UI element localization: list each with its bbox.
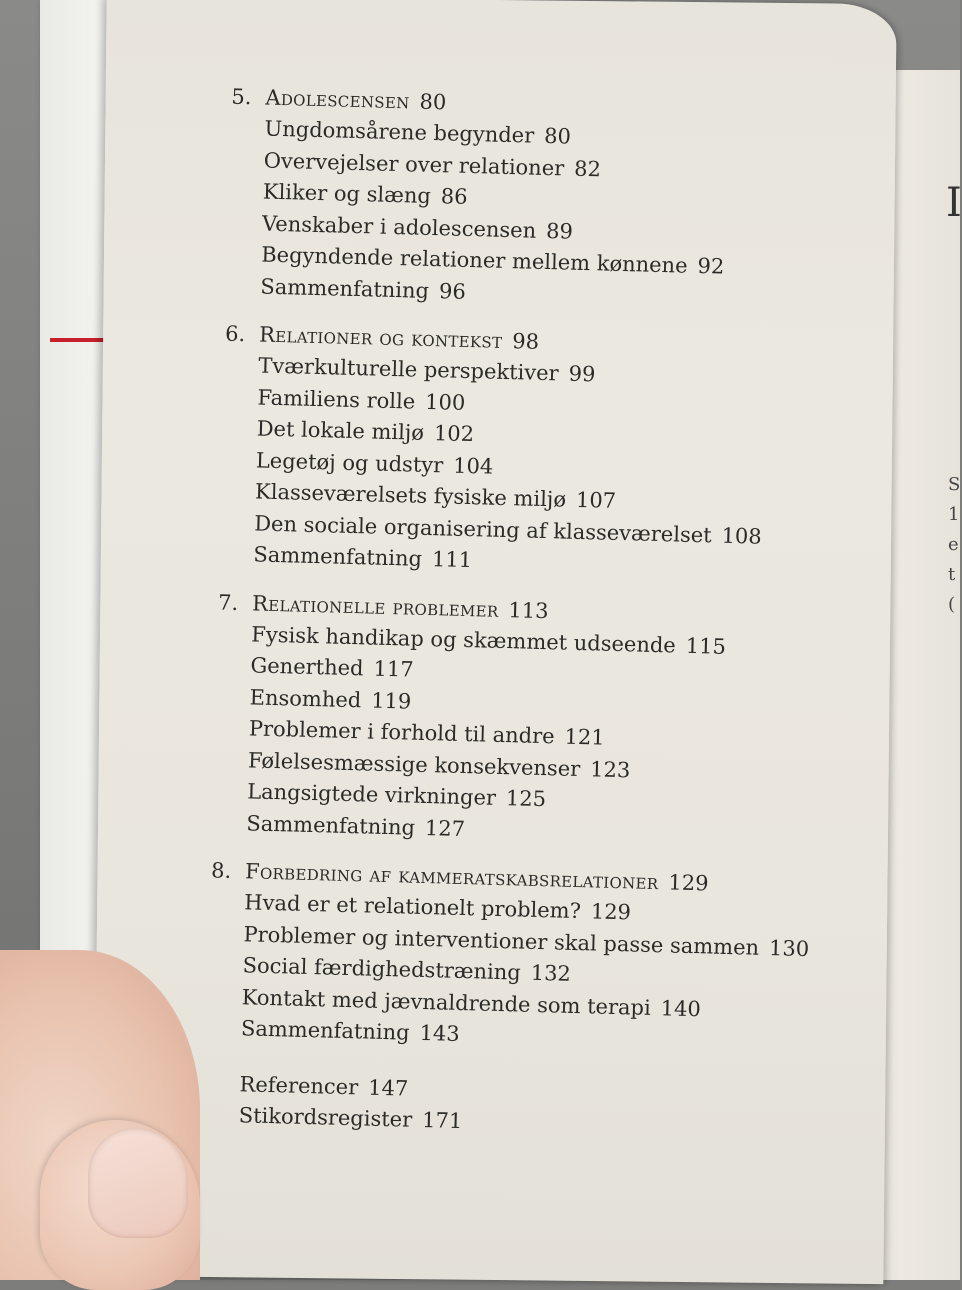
- chapter-number: 5.: [231, 84, 252, 110]
- toc-entry-page: 111: [431, 547, 473, 573]
- toc-entry-page: 100: [424, 389, 466, 415]
- toc-entry-page: 132: [530, 960, 572, 986]
- toc-entry-label: Sammenfatning: [240, 1016, 410, 1045]
- chapter-title: Forbedring af kammeratskabsrelationer: [244, 859, 659, 895]
- chapter-section: [224, 318, 859, 586]
- chapter-title: Relationelle problemer: [251, 590, 499, 622]
- chapter-section: [217, 587, 852, 855]
- toc-entry-label: Sammenfatning: [253, 542, 423, 571]
- toc-entry-page: 89: [545, 218, 574, 244]
- chapter-page-number: 129: [668, 870, 709, 896]
- toc-entry-page: 102: [433, 421, 475, 447]
- toc-entry-page: 96: [438, 278, 467, 304]
- toc-entry-page: 119: [370, 688, 412, 714]
- chapter-page-number: 80: [419, 89, 447, 115]
- chapter-title: Relationer og kontekst: [258, 322, 503, 353]
- toc-entry-page: 86: [440, 184, 468, 209]
- toc-entry-label: Generthed: [250, 653, 364, 681]
- toc-entry-label: Ensomhed: [249, 684, 362, 712]
- chapter-number: 6.: [224, 321, 246, 347]
- toc-entry-page: 125: [505, 786, 547, 812]
- toc-entry-label: Sammenfatning: [260, 274, 430, 303]
- toc-entry-page: 107: [575, 487, 617, 513]
- toc-entry-label: Fysisk handikap og skæmmet udseende: [251, 621, 677, 657]
- toc-entry-label: Følelsesmæssige konsekvenser: [247, 747, 581, 781]
- toc-entry-label: Den sociale organisering af klasseværelset: [253, 510, 712, 547]
- chapter-title: Adolescensen: [265, 85, 410, 114]
- toc-entry-label: Social færdighedstræning: [242, 953, 522, 985]
- toc-entry-label: Legetøj og udstyr: [255, 447, 444, 477]
- toc-entry-page: 92: [697, 253, 725, 279]
- back-matter-label: Referencer: [239, 1071, 359, 1099]
- facing-page-text-fragment: S 1 e t (: [948, 474, 961, 615]
- chapter-page-number: 98: [512, 329, 540, 354]
- chapter-section: [231, 82, 866, 319]
- chapter-section: [210, 855, 846, 1060]
- facing-page-title-fragment: I: [946, 180, 962, 226]
- toc-entry-page: 108: [721, 523, 763, 549]
- chapter-number: 7.: [217, 590, 239, 615]
- toc-entry-label: Venskaber i adolescensen: [261, 211, 537, 243]
- toc-entry-label: Langsigtede virkninger: [246, 779, 497, 810]
- toc-entry-label: Problemer i forhold til andre: [248, 716, 555, 749]
- back-matter-page: 147: [367, 1075, 409, 1101]
- table-of-contents: [210, 82, 865, 1148]
- back-matter-page: 171: [421, 1108, 463, 1134]
- toc-entry-label: Problemer og interventioner skal passe sammen: [243, 921, 760, 960]
- toc-entry-label: Kontakt med jævnaldrende som terapi: [241, 984, 652, 1020]
- toc-entry-page: 80: [543, 123, 572, 149]
- toc-entry-label: Familiens rolle: [257, 384, 416, 414]
- toc-entry-label: Sammenfatning: [246, 810, 416, 840]
- toc-entry-label: Det lokale miljø: [256, 416, 425, 445]
- toc-entry-page: 117: [373, 656, 414, 682]
- toc-entry-page: 82: [573, 156, 602, 181]
- toc-entry-page: 104: [452, 453, 494, 479]
- toc-entry-label: Kliker og slæng: [262, 179, 432, 208]
- toc-entry-page: 127: [424, 815, 466, 841]
- toc-entry-page: 123: [589, 756, 631, 782]
- thumbnail-nail: [88, 1128, 188, 1238]
- toc-entry-label: Klasseværelsets fysiske miljø: [254, 479, 567, 512]
- toc-entry-label: Ungdomsårene begynder: [264, 116, 535, 148]
- toc-entry-page: 129: [590, 899, 632, 925]
- toc-entry-label: Overvejelser over relationer: [263, 148, 565, 180]
- toc-entry-page: 121: [564, 724, 605, 750]
- chapter-page-number: 113: [508, 597, 549, 623]
- back-matter-label: Stikordsregister: [238, 1103, 413, 1132]
- toc-entry-page: 115: [685, 633, 727, 659]
- toc-entry-page: 143: [419, 1020, 461, 1046]
- back-matter: [238, 1069, 839, 1148]
- toc-entry-label: Hvad er et relationelt problem?: [244, 890, 582, 924]
- toc-entry-page: 140: [660, 995, 702, 1021]
- toc-entry-page: 130: [768, 935, 810, 961]
- contents-page: [93, 0, 896, 1284]
- toc-entry-label: Tværkulturelle perspektiver: [258, 353, 559, 386]
- toc-entry-page: 99: [568, 361, 596, 387]
- toc-entry-label: Begyndende relationer mellem kønnene: [260, 242, 688, 278]
- chapter-number: 8.: [210, 858, 232, 883]
